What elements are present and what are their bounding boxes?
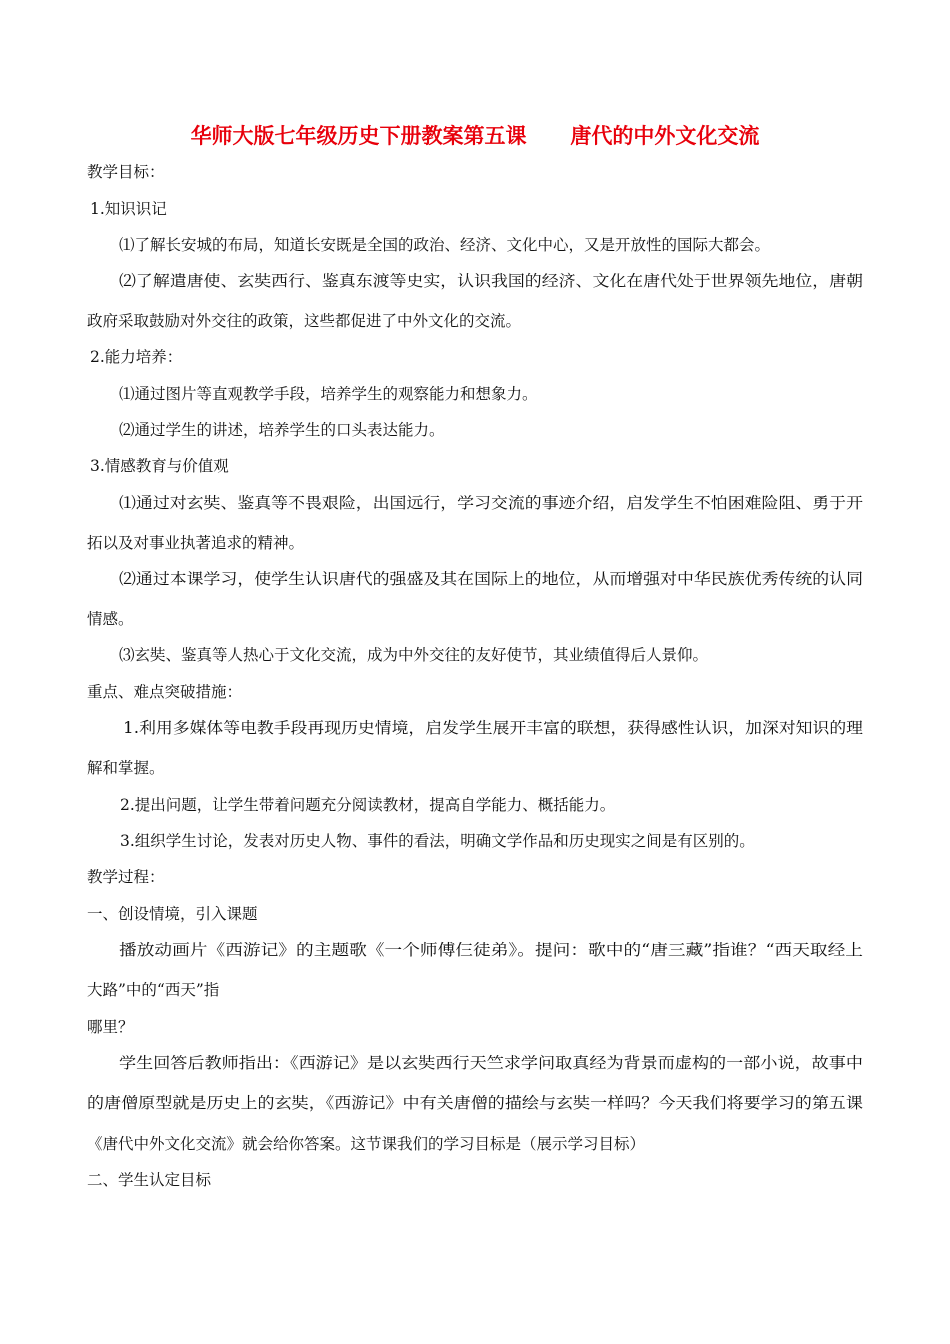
part-1-paragraph-1-line-3: 哪里？ [87,1018,134,1036]
emotion-item-3: ⑶玄奘、鉴真等人热心于文化交流，成为中外交往的友好使节，其业绩值得后人景仰。 [119,646,709,664]
ability-item-2: ⑵通过学生的讲述，培养学生的口头表达能力。 [119,421,445,439]
section-knowledge-heading: 1.知识识记 [90,200,167,218]
document-title: 华师大版七年级历史下册教案第五课 唐代的中外文化交流 [190,124,760,148]
section-emotion-heading: 3.情感教育与价值观 [90,457,229,475]
emotion-item-1-line-2: 拓以及对事业执著追求的精神。 [87,534,305,552]
part-1-paragraph-2-line-3: 《唐代中外文化交流》就会给你答案。这节课我们的学习目标是（展示学习目标） [87,1135,646,1153]
part-1-paragraph-2-line-1: 学生回答后教师指出：《西游记》是以玄奘西行天竺求学问取真经为背景而虚构的一部小说，故事中 [119,1054,863,1072]
emotion-item-2-line-1: ⑵通过本课学习，使学生认识唐代的强盛及其在国际上的地位，从而增强对中华民族优秀传统的认同 [119,570,863,588]
part-1-paragraph-1-line-1: 播放动画片《西游记》的主题歌《一个师傅仨徒弟》。提问：歌中的“唐三藏”指谁？“西天取经上 [119,941,863,959]
knowledge-item-2-line-1: ⑵了解遣唐使、玄奘西行、鉴真东渡等史实，认识我国的经济、文化在唐代处于世界领先地位，唐朝 [119,272,863,290]
part-2-heading: 二、学生认定目标 [87,1171,212,1189]
key-point-2: 2.提出问题，让学生带着问题充分阅读教材，提高自学能力、概括能力。 [120,796,616,814]
emotion-item-1-line-1: ⑴通过对玄奘、鉴真等不畏艰险，出国远行，学习交流的事迹介绍，启发学生不怕困难险阻、勇于开 [119,494,863,512]
part-1-heading: 一、创设情境，引入课题 [87,905,258,923]
part-1-paragraph-2-line-2: 的唐僧原型就是历史上的玄奘，《西游记》中有关唐僧的描绘与玄奘一样吗？今天我们将要学习的第五课 [87,1094,863,1112]
key-point-1-line-1: 1.利用多媒体等电教手段再现历史情境，启发学生展开丰富的联想，获得感性认识，加深对知识的理 [123,719,863,737]
key-points-heading: 重点、难点突破措施： [87,683,243,701]
part-1-paragraph-1-line-2: 大路”中的“西天”指 [87,981,220,999]
key-point-3: 3.组织学生讨论，发表对历史人物、事件的看法，明确文学作品和历史现实之间是有区别的。 [120,832,755,850]
key-point-1-line-2: 解和掌握。 [87,759,165,777]
goals-heading: 教学目标： [87,163,165,181]
knowledge-item-1: ⑴了解长安城的布局，知道长安既是全国的政治、经济、文化中心，又是开放性的国际大都会。 [119,236,771,254]
process-heading: 教学过程： [87,868,165,886]
knowledge-item-2-line-2: 政府采取鼓励对外交往的政策，这些都促进了中外文化的交流。 [87,312,522,330]
ability-item-1: ⑴通过图片等直观教学手段，培养学生的观察能力和想象力。 [119,385,538,403]
section-ability-heading: 2.能力培养： [90,348,183,366]
emotion-item-2-line-2: 情感。 [87,610,134,628]
